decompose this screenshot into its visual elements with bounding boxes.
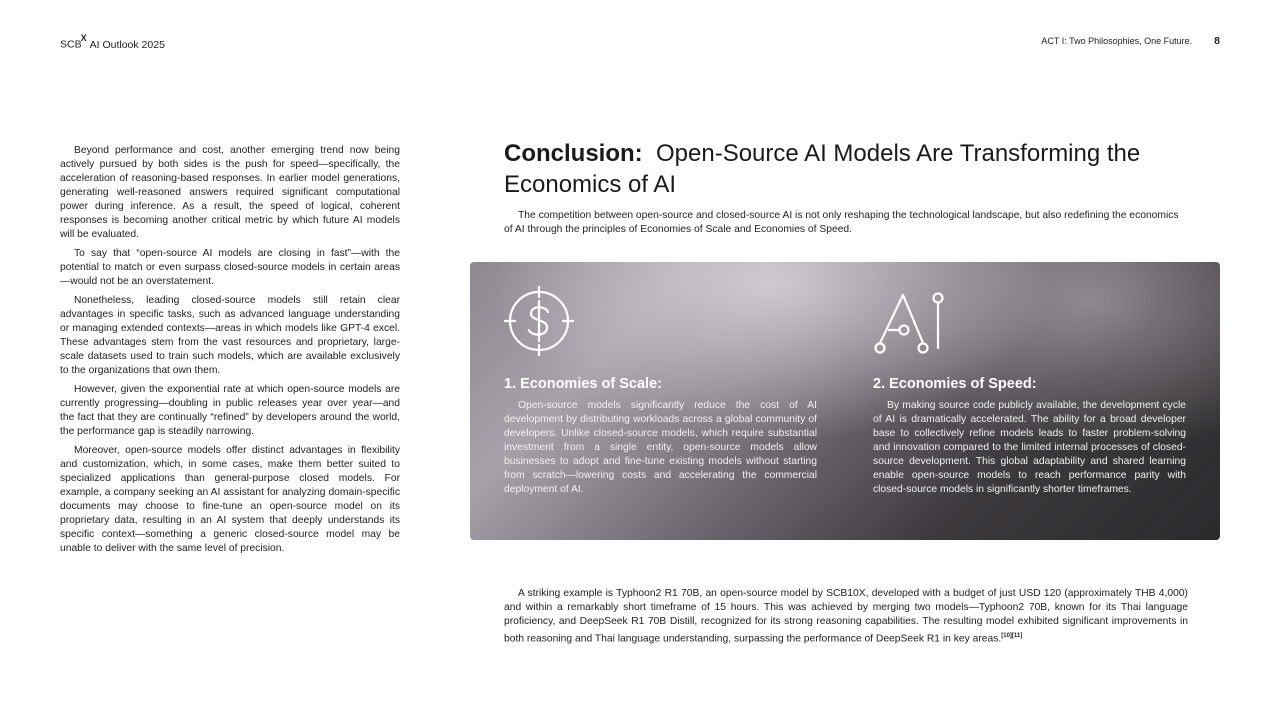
conclusion-intro: The competition between open-source and closed-source AI is not only reshaping the technological landscape, but also redefining the economics of AI through the principles of Economies of Scale and Economies of Speed.: [504, 210, 1179, 235]
body-paragraph: Beyond performance and cost, another emerging trend now being actively pursued by both sides is the push for speed—specifically, the acceleration of reasoning-based responses. In earlier model generations, generating well-reasoned answers required significant computational power during inference. As a result, the speed of logical, coherent responses is becoming another critical metric by which future AI models will be evaluated.: [60, 145, 400, 240]
body-paragraph: Moreover, open-source models offer distinct advantages in flexibility and customization, which, in some cases, make them better suited to specialized applications than general-purpose closed models. For example, a company seeking an AI assistant for analyzing domain-specific documents may choose to fine-tune an open-source model on its proprietary data, resulting in an AI system that deeply understands its specific context—something a generic closed-source model may be unable to deliver with the same level of precision.: [60, 445, 400, 554]
conclusion-heading: [504, 138, 1184, 200]
body-paragraph: However, given the exponential rate at which open-source models are currently progressing—doubling in public releases year over year—and the fact that they are continually “refined” by developers around the world, the performance gap is steadily narrowing.: [60, 384, 400, 437]
left-column: [60, 144, 400, 561]
body-paragraph: Nonetheless, leading closed-source models still retain clear advantages in specific tasks, such as advanced language understanding or managing extended contexts—areas in which models like GPT-4 excel. These advantages stem from the vast resources and proprietary, large-scale datasets used to train such models, which are available exclusively to the organizations that own them.: [60, 295, 400, 376]
ai-circuit-icon: [873, 286, 945, 356]
economies-of-scale-text: Open-source models significantly reduce the cost of AI development by distributing workloads across a global community of developers. Unlike closed-source models, which require substantial investment from a single entity, open-source models allow businesses to adopt and fine-tune existing models without starting from scratch—lowering costs and accelerating the commercial deployment of AI.: [504, 400, 817, 495]
example-text: A striking example is Typhoon2 R1 70B, an open-source model by SCB10X, developed with a budget of just USD 120 (approximately THB 4,000) and within a remarkably short timeframe of 15 hours. This was achieved by merging two models—Typhoon2 70B, known for its Thai language proficiency, and DeepSeek R1 70B Distill, recognized for its strong reasoning capabilities. The resulting model exhibited significant improvements in both reasoning and Thai language understanding, surpassing the performance of DeepSeek R1 in key areas.: [504, 588, 1188, 645]
section-header: [1041, 35, 1220, 47]
body-paragraph: To say that “open-source AI models are closing in fast”—with the potential to match or even surpass closed-source models in certain areas—would not be an overstatement.: [60, 248, 400, 287]
document-header: [60, 35, 165, 51]
example-paragraph: [504, 587, 1188, 646]
brand-logo: $SCB^X$: [60, 33, 87, 51]
page-number: 8: [1214, 35, 1220, 47]
economies-of-speed-title: 2. Economies of Speed:: [873, 376, 1037, 392]
document-title: AI Outlook 2025: [89, 38, 165, 51]
economies-of-speed-text: By making source code publicly available, the development cycle of AI is dramatically accelerated. The ability for a broad developer base to collectively refine models leads to faster problem-solving and innovation compared to the limited internal processes of closed-source development. This global adaptability and shared learning enable open-source models to reach performance parity with closed-source models in significantly shorter timeframes.: [873, 400, 1186, 495]
reference-marks: [10][11]: [1001, 633, 1023, 639]
conclusion-label: Conclusion:: [504, 140, 643, 167]
economies-of-scale-title: 1. Economies of Scale:: [504, 376, 662, 392]
economies-panel: [470, 262, 1220, 540]
dollar-coin-icon: [504, 286, 574, 356]
section-title: ACT I: Two Philosophies, One Future.: [1041, 36, 1193, 46]
conclusion-title: Open-Source AI Models Are Transforming the Economics of AI: [504, 140, 1141, 198]
